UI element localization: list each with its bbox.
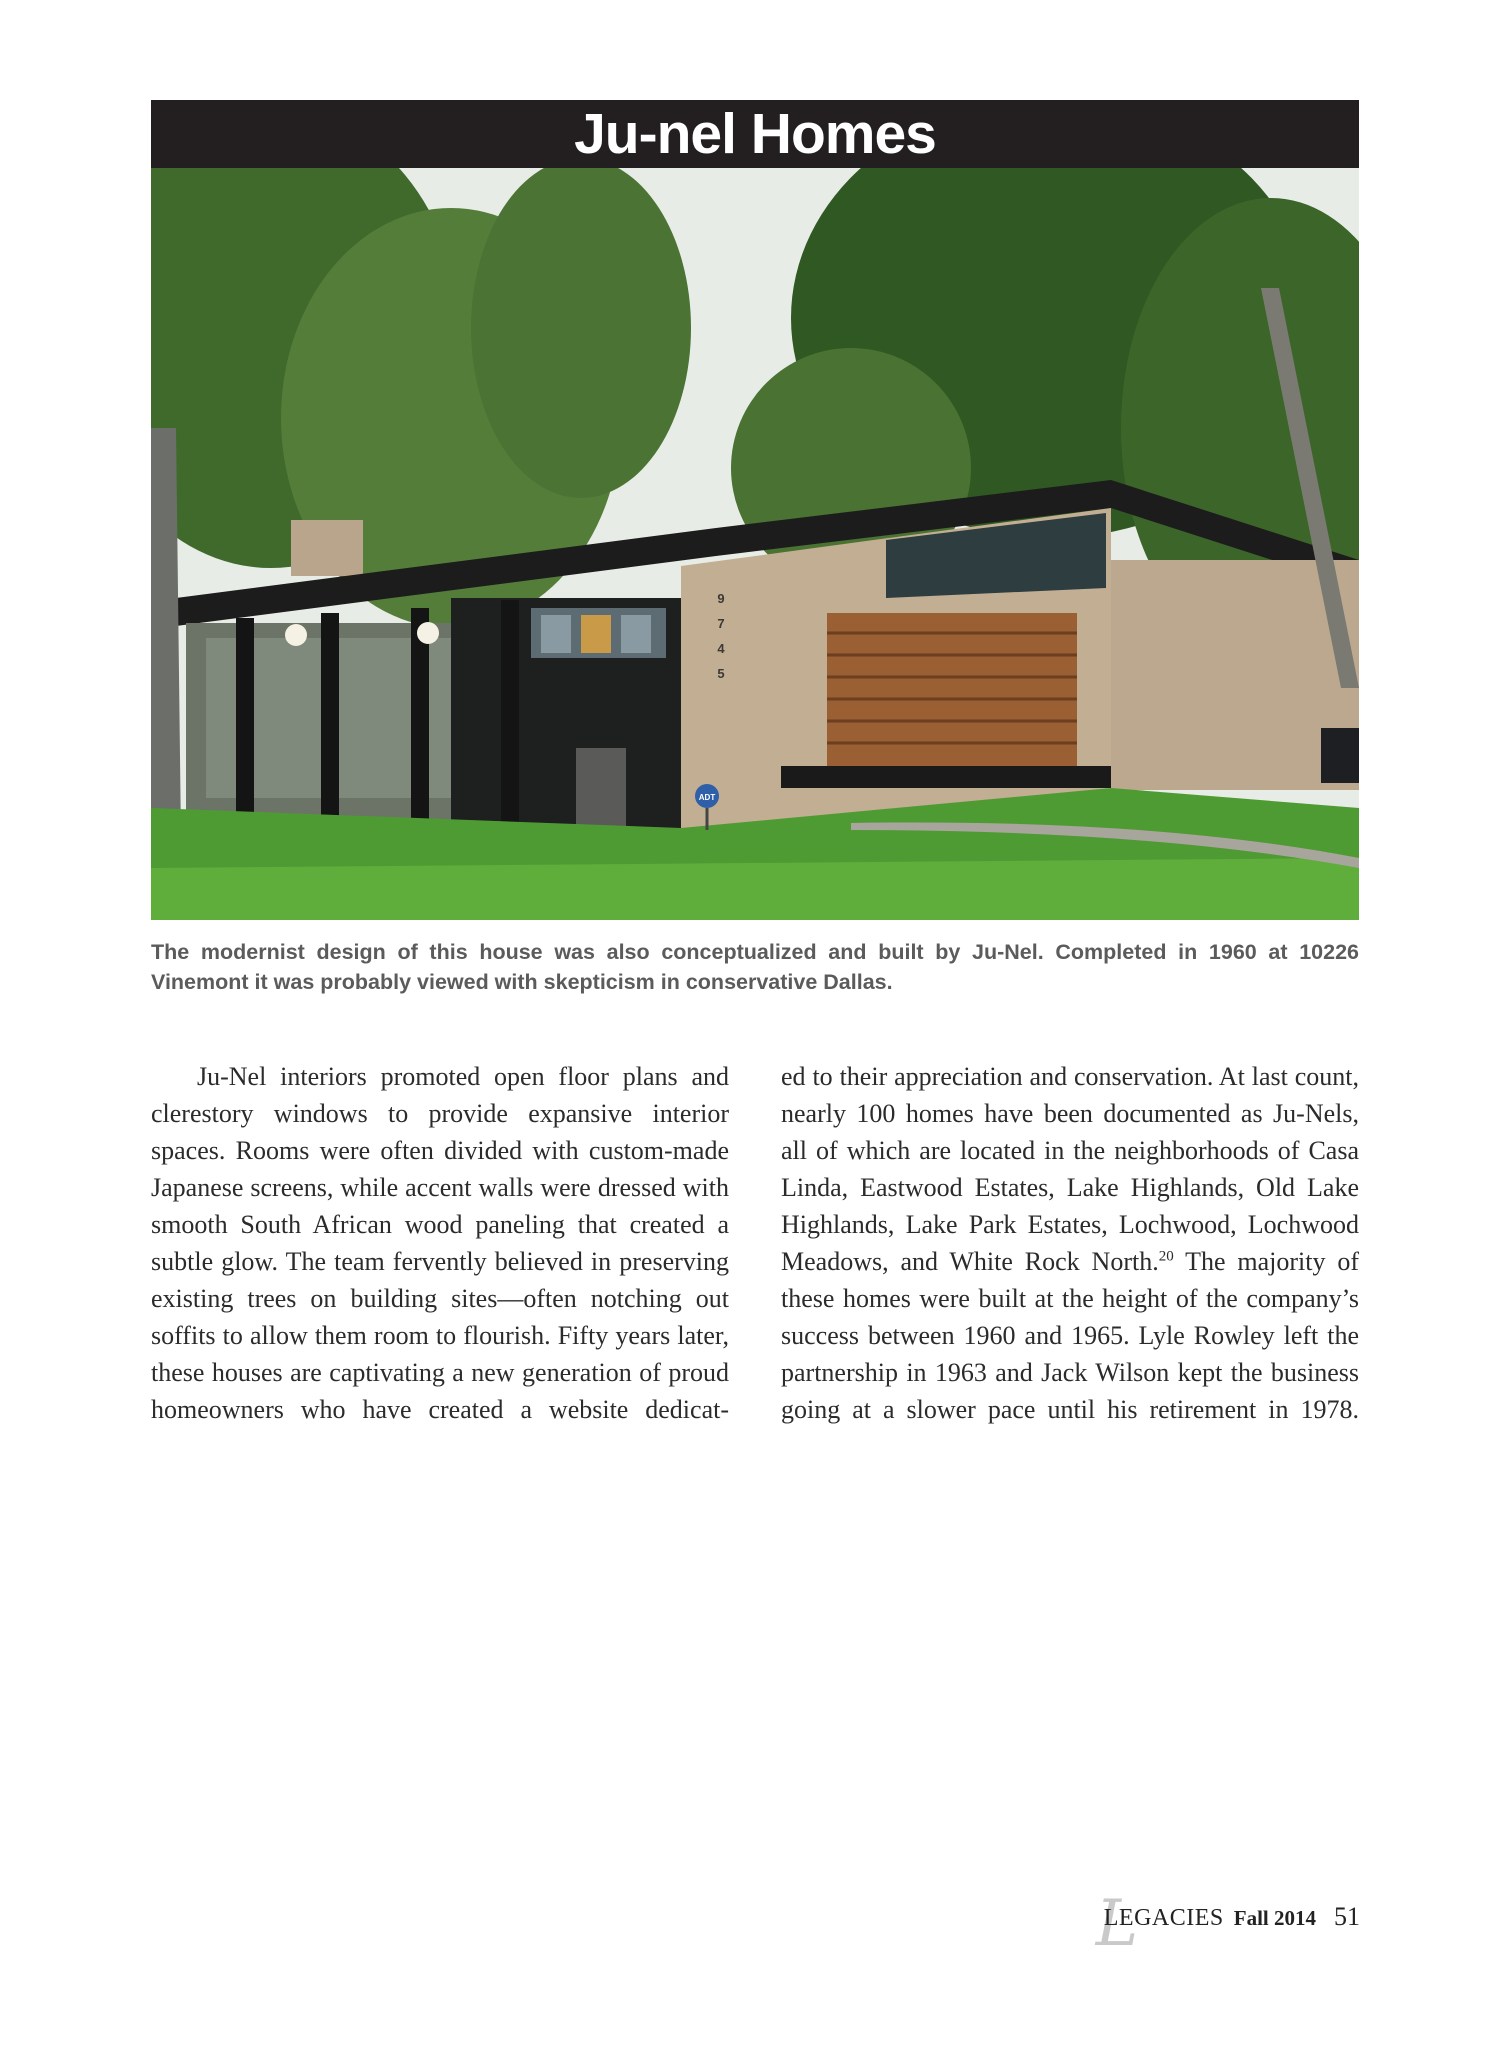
house-illustration <box>151 168 1359 920</box>
magazine-name: LEGACIES <box>1103 1905 1224 1931</box>
body-column-left: Ju-Nel interiors promoted open floor plans and clerestory windows to provide expansive interior spaces. Rooms were often divided with custom-made Japanese screens, while accent walls were dressed with smooth South African wood paneling that created a subtle glow. The team fervently believed in preserving existing trees on building sites—often notching out soffits to allow them room to flourish. Fifty years later, these houses are captivating a new generation of proud homeowners who have created a website dedicat- <box>151 1062 729 1424</box>
section-banner: Ju-nel Homes <box>151 100 1359 168</box>
body-text-segment: ed to their appreciation and conservation. At last count, nearly 100 homes have been documented as Ju-Nels, all of which are located in the neighborhoods of Casa Linda, Eastwood Estates, Lake Highlands, Old Lake Highlands, Lake Park Estates, Lochwood, Lochwood Meadows, and White Rock North. <box>781 1062 1359 1276</box>
house-photo <box>151 168 1359 920</box>
house-number-digit: 7 <box>717 616 725 631</box>
house-number-digit: 5 <box>717 666 725 681</box>
body-column-right <box>781 1058 1359 1428</box>
issue-label: Fall 2014 <box>1233 1906 1316 1930</box>
house-number-digit: 4 <box>717 641 725 656</box>
page-number: 51 <box>1334 1902 1360 1931</box>
footnote-marker: 20 <box>1158 1248 1174 1265</box>
page-footer <box>1095 1887 1360 1961</box>
body-text-segment: The majority of these homes were built at the height of the company’s success between 1960 and 1965. Lyle Rowley left the partnership in 1963 and Jack Wilson kept the business going at a slower pace until his retirement in 1978. <box>781 1247 1360 1424</box>
security-sign-text: ADT <box>698 793 716 802</box>
house-number-digit: 9 <box>717 591 725 606</box>
legacies-logo-mark: L <box>1095 1887 1139 1961</box>
photo-caption: The modernist design of this house was also conceptualized and built by Ju-Nel. Completed in 1960 at 10226 Vinemont it was probably viewed with skepticism in conservative Dallas. <box>151 940 1359 994</box>
